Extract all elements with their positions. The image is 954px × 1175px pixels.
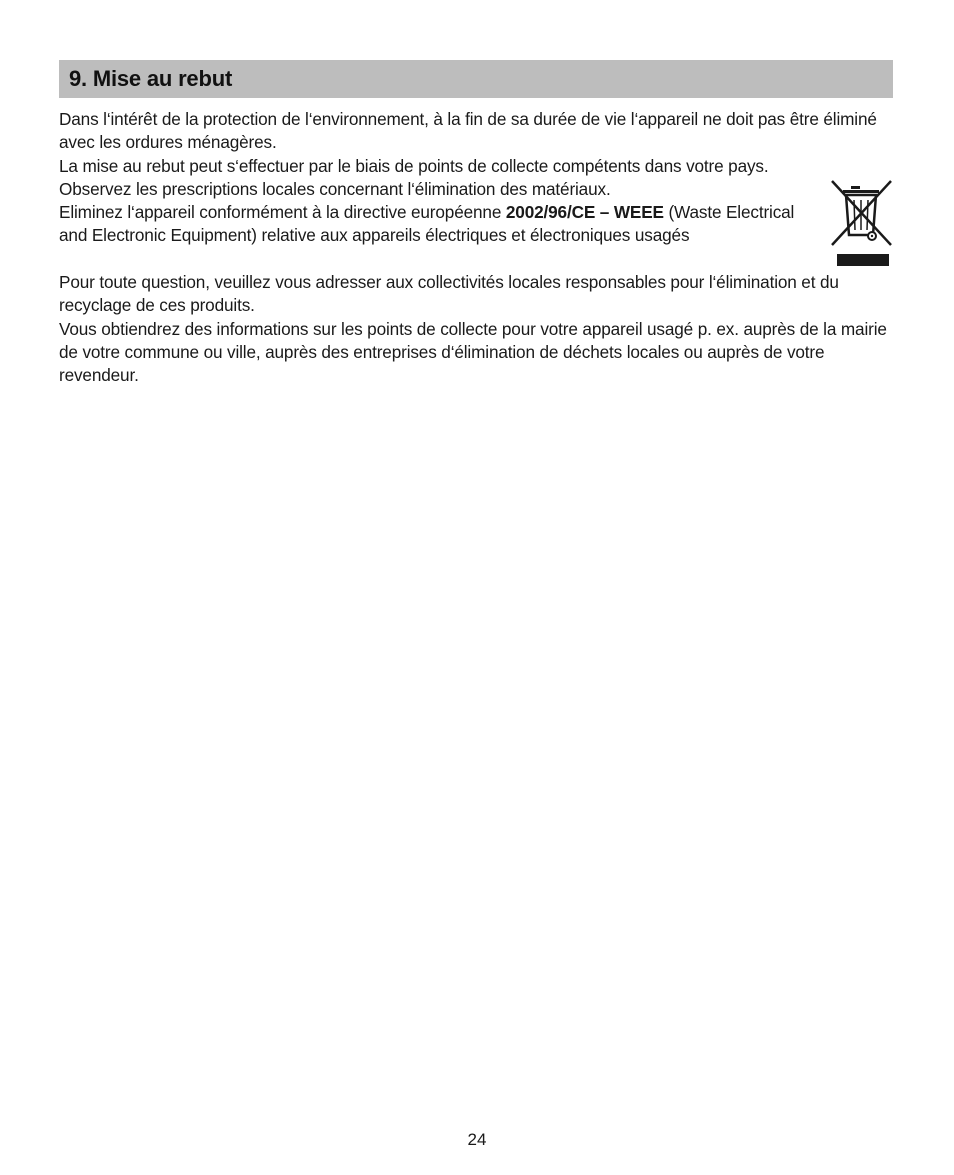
- paragraph-spacer: [59, 248, 889, 271]
- paragraph-contact-authorities: Pour toute question, veuillez vous adresser aux collectivités locales responsables pour l‘élimination et du recyclage de ces produits.: [59, 272, 839, 316]
- crossed-out-wheelie-bin-icon: [829, 178, 893, 268]
- weee-text-before: Eliminez l‘appareil conformément à la directive européenne: [59, 202, 506, 223]
- section-header: [59, 60, 893, 98]
- body-text: [59, 108, 889, 388]
- weee-directive-reference: 2002/96/CE – WEEE: [505, 202, 664, 223]
- section-title: 9. Mise au rebut: [69, 66, 233, 91]
- paragraph-household-waste: Dans l‘intérêt de la protection de l‘environnement, à la fin de sa durée de vie l‘appareil ne doit pas être éliminé avec les ordures ménagères.: [59, 109, 877, 153]
- paragraph-weee-directive: [59, 201, 804, 248]
- page-number: 24: [467, 1130, 487, 1149]
- weee-text-after: (Waste Electrical and Electronic Equipment) relative aux appareils électriques et électroniques usagés: [59, 202, 795, 246]
- paragraph-information-sources: Vous obtiendrez des informations sur les points de collecte pour votre appareil usagé p. ex. auprès de la mairie de votre commune ou ville, auprès des entreprises d‘élimination de déchets locales ou auprès de votre revendeur.: [59, 318, 887, 386]
- paragraph-collection-points: La mise au rebut peut s‘effectuer par le biais de points de collecte compétents dans votre pays.: [59, 155, 769, 176]
- paragraph-local-regulations: Observez les prescriptions locales concernant l‘élimination des matériaux.: [59, 178, 611, 199]
